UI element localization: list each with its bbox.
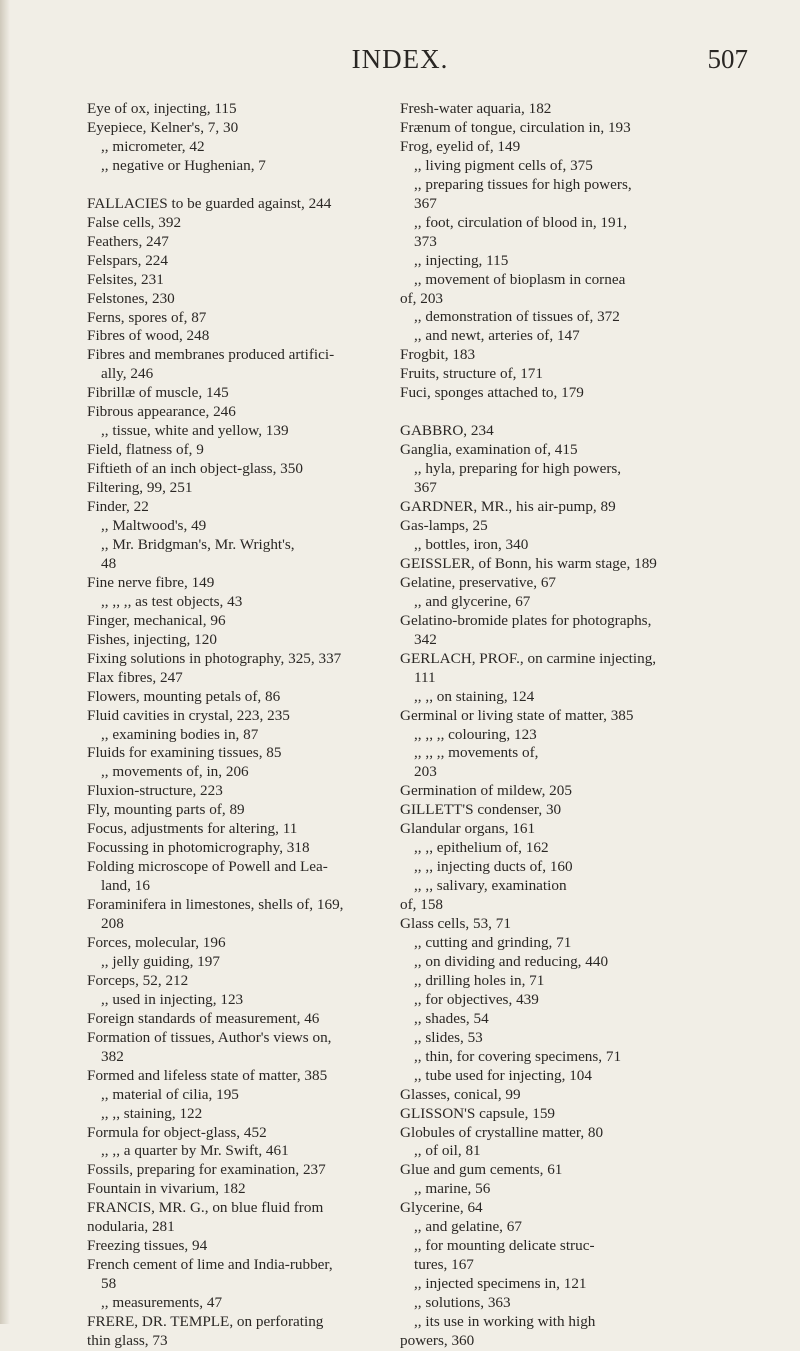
index-entry: Fibrous appearance, 246 [87, 403, 236, 421]
index-entry: ,, shades, 54 [414, 1009, 489, 1027]
index-entry: Gelatine, preservative, 67 [400, 573, 557, 591]
index-entry: Fibrillæ of muscle, 145 [87, 384, 229, 402]
index-entry: Foraminifera in limestones, shells of, 169, [87, 896, 344, 914]
index-entry: Feathers, 247 [87, 232, 169, 250]
index-entry: FRANCIS, MR. G., on blue fluid from [87, 1199, 324, 1217]
index-entry: 208 [101, 915, 124, 933]
index-entry: ,, ,, a quarter by Mr. Swift, 461 [101, 1142, 289, 1160]
index-entry: ,, Maltwood's, 49 [101, 517, 207, 535]
index-entry: Fluxion-structure, 223 [87, 782, 223, 800]
index-entry: 48 [101, 554, 117, 572]
index-entry: ,, and glycerine, 67 [414, 592, 531, 610]
index-entry: ,, used in injecting, 123 [101, 990, 244, 1008]
index-entry: Fixing solutions in photography, 325, 337 [87, 649, 342, 667]
index-entry: Fossils, preparing for examination, 237 [87, 1161, 326, 1179]
index-entry: ,, movement of bioplasm in cornea [414, 270, 626, 288]
index-entry: Felsites, 231 [87, 270, 164, 288]
index-entry: ,, tissue, white and yellow, 139 [101, 422, 289, 440]
index-entry: Fiftieth of an inch object-glass, 350 [87, 460, 303, 478]
index-entry: Fly, mounting parts of, 89 [87, 801, 245, 819]
index-entry: Frænum of tongue, circulation in, 193 [400, 118, 631, 136]
index-entry: Field, flatness of, 9 [87, 441, 204, 459]
index-entry: thin glass, 73 [87, 1332, 168, 1349]
index-entry: ,, jelly guiding, 197 [101, 952, 220, 970]
index-entry: ,, ,, ,, movements of, [414, 744, 539, 762]
index-entry: Glandular organs, 161 [400, 820, 536, 838]
index-entry: Glycerine, 64 [400, 1199, 483, 1217]
index-entry: 367 [414, 479, 437, 497]
index-entry: GILLETT'S condenser, 30 [400, 801, 562, 819]
index-entry: ,, its use in working with high [414, 1313, 596, 1331]
index-entry: ,, injected specimens in, 121 [414, 1275, 587, 1293]
index-entry: ,, slides, 53 [414, 1028, 483, 1046]
index-entry: 382 [101, 1047, 124, 1065]
index-entry: nodularia, 281 [87, 1218, 175, 1236]
index-entry: ,, of oil, 81 [414, 1142, 481, 1160]
running-head: INDEX. [351, 44, 449, 74]
index-entry: 373 [414, 232, 437, 250]
index-entry: Germinal or living state of matter, 385 [400, 706, 634, 724]
index-entry: ,, cutting and grinding, 71 [414, 933, 572, 951]
index-entry: Frog, eyelid of, 149 [400, 137, 521, 155]
index-entry: Fluids for examining tissues, 85 [87, 744, 282, 762]
index-entry: ,, tube used for injecting, 104 [414, 1066, 592, 1084]
index-entry: Finder, 22 [87, 498, 149, 516]
index-entry: ,, injecting, 115 [414, 251, 509, 269]
index-entry: Glass cells, 53, 71 [400, 915, 511, 933]
index-entry: Felstones, 230 [87, 289, 175, 307]
index-entry: ,, ,, ,, as test objects, 43 [101, 592, 243, 610]
index-entry: ,, ,, salivary, examination [414, 877, 567, 895]
index-entry: Germination of mildew, 205 [400, 782, 572, 800]
index-entry: ,, and gelatine, 67 [414, 1218, 522, 1236]
index-entry: Foreign standards of measurement, 46 [87, 1009, 320, 1027]
index-entry: GERLACH, PROF., on carmine injecting, [400, 649, 657, 667]
index-entry: Fuci, sponges attached to, 179 [400, 384, 584, 402]
index-entry: ,, examining bodies in, 87 [101, 725, 259, 743]
index-entry: ,, foot, circulation of blood in, 191, [414, 213, 628, 231]
index-entry: Ferns, spores of, 87 [87, 308, 207, 326]
index-entry: GARDNER, MR., his air-pump, 89 [400, 498, 616, 516]
index-entry: Fluid cavities in crystal, 223, 235 [87, 706, 290, 724]
index-entry: Flax fibres, 247 [87, 668, 183, 686]
index-entry: Globules of crystalline matter, 80 [400, 1123, 604, 1141]
index-entry: ,, ,, epithelium of, 162 [414, 839, 549, 857]
index-entry: 203 [414, 763, 437, 781]
index-entry: land, 16 [101, 877, 150, 895]
page-header [0, 44, 800, 84]
index-entry: Filtering, 99, 251 [87, 479, 193, 497]
index-entry: 342 [414, 630, 437, 648]
index-entry: ,, measurements, 47 [101, 1294, 223, 1312]
index-entry: powers, 360 [400, 1332, 475, 1349]
index-entry: 111 [414, 668, 436, 686]
index-entry: Finger, mechanical, 96 [87, 611, 226, 629]
index-entry: Fresh-water aquaria, 182 [400, 100, 552, 117]
index-entry: ,, demonstration of tissues of, 372 [414, 308, 620, 326]
index-entry: Formation of tissues, Author's views on, [87, 1028, 332, 1046]
index-entry: False cells, 392 [87, 213, 182, 231]
index-entry: Freezing tissues, 94 [87, 1237, 208, 1255]
index-entry: French cement of lime and India-rubber, [87, 1256, 333, 1274]
index-entry: ,, ,, on staining, 124 [414, 687, 535, 705]
index-entry: ,, ,, ,, colouring, 123 [414, 725, 537, 743]
index-entry: ,, ,, staining, 122 [101, 1104, 203, 1122]
index-entry: Eye of ox, injecting, 115 [87, 100, 237, 117]
index-entry: 58 [101, 1275, 117, 1293]
index-entry: Folding microscope of Powell and Lea- [87, 858, 328, 876]
index-entry: ,, hyla, preparing for high powers, [414, 460, 622, 478]
index-entry: Focussing in photomicrography, 318 [87, 839, 310, 857]
index-entry: ,, material of cilia, 195 [101, 1085, 239, 1103]
index-entry: Gelatino-bromide plates for photographs, [400, 611, 652, 629]
index-entry: ,, marine, 56 [414, 1180, 491, 1198]
index-entry: Frogbit, 183 [400, 346, 476, 364]
index-entry: Fibres and membranes produced artifici- [87, 346, 335, 364]
index-entry: Formed and lifeless state of matter, 385 [87, 1066, 328, 1084]
index-entry: GLISSON'S capsule, 159 [400, 1104, 556, 1122]
index-entry: ,, preparing tissues for high powers, [414, 175, 632, 193]
index-entry: Felspars, 224 [87, 251, 168, 269]
index-entry: Ganglia, examination of, 415 [400, 441, 578, 459]
index-entry: Formula for object-glass, 452 [87, 1123, 267, 1141]
index-entry: Focus, adjustments for altering, 11 [87, 820, 298, 838]
index-entry: 367 [414, 194, 437, 212]
index-entry: ,, solutions, 363 [414, 1294, 511, 1312]
index-entry: Eyepiece, Kelner's, 7, 30 [87, 118, 239, 136]
index-entry: Forces, molecular, 196 [87, 933, 226, 951]
index-entry: ally, 246 [101, 365, 154, 383]
index-entry: Fruits, structure of, 171 [400, 365, 543, 383]
book-spine-shadow [0, 0, 10, 1324]
index-entry: Flowers, mounting petals of, 86 [87, 687, 281, 705]
index-entry: ,, micrometer, 42 [101, 137, 205, 155]
index-entry: GABBRO, 234 [400, 422, 494, 440]
index-entry: Glue and gum cements, 61 [400, 1161, 563, 1179]
index-entry: ,, Mr. Bridgman's, Mr. Wright's, [101, 535, 295, 553]
index-entry: tures, 167 [414, 1256, 474, 1274]
index-entry: ,, living pigment cells of, 375 [414, 156, 593, 174]
index-entry: ,, negative or Hughenian, 7 [101, 156, 266, 174]
index-entry: Fine nerve fibre, 149 [87, 573, 215, 591]
index-entry: GEISSLER, of Bonn, his warm stage, 189 [400, 554, 657, 572]
index-column-left [87, 100, 425, 1351]
index-entry: of, 203 [400, 289, 444, 307]
index-entry: ,, and newt, arteries of, 147 [414, 327, 580, 345]
index-entry: of, 158 [400, 896, 444, 914]
index-entry: FRERE, DR. TEMPLE, on perforating [87, 1313, 324, 1331]
index-entry: Gas-lamps, 25 [400, 517, 488, 535]
index-entry: ,, thin, for covering specimens, 71 [414, 1047, 622, 1065]
index-entry: ,, for objectives, 439 [414, 990, 539, 1008]
index-column-right [400, 100, 750, 1351]
index-entry: ,, drilling holes in, 71 [414, 971, 545, 989]
section-gap [400, 403, 750, 422]
page-number: 507 [707, 44, 748, 74]
index-entry: Fountain in vivarium, 182 [87, 1180, 246, 1198]
index-entry: ,, bottles, iron, 340 [414, 535, 529, 553]
index-entry: Fishes, injecting, 120 [87, 630, 217, 648]
index-entry: ,, ,, injecting ducts of, 160 [414, 858, 573, 876]
index-entry: Fibres of wood, 248 [87, 327, 210, 345]
index-entry: Glasses, conical, 99 [400, 1085, 521, 1103]
section-gap [87, 176, 425, 195]
index-entry: ,, for mounting delicate struc- [414, 1237, 595, 1255]
index-entry: FALLACIES to be guarded against, 244 [87, 194, 332, 212]
index-entry: ,, movements of, in, 206 [101, 763, 249, 781]
index-entry: ,, on dividing and reducing, 440 [414, 952, 609, 970]
index-entry: Forceps, 52, 212 [87, 971, 189, 989]
